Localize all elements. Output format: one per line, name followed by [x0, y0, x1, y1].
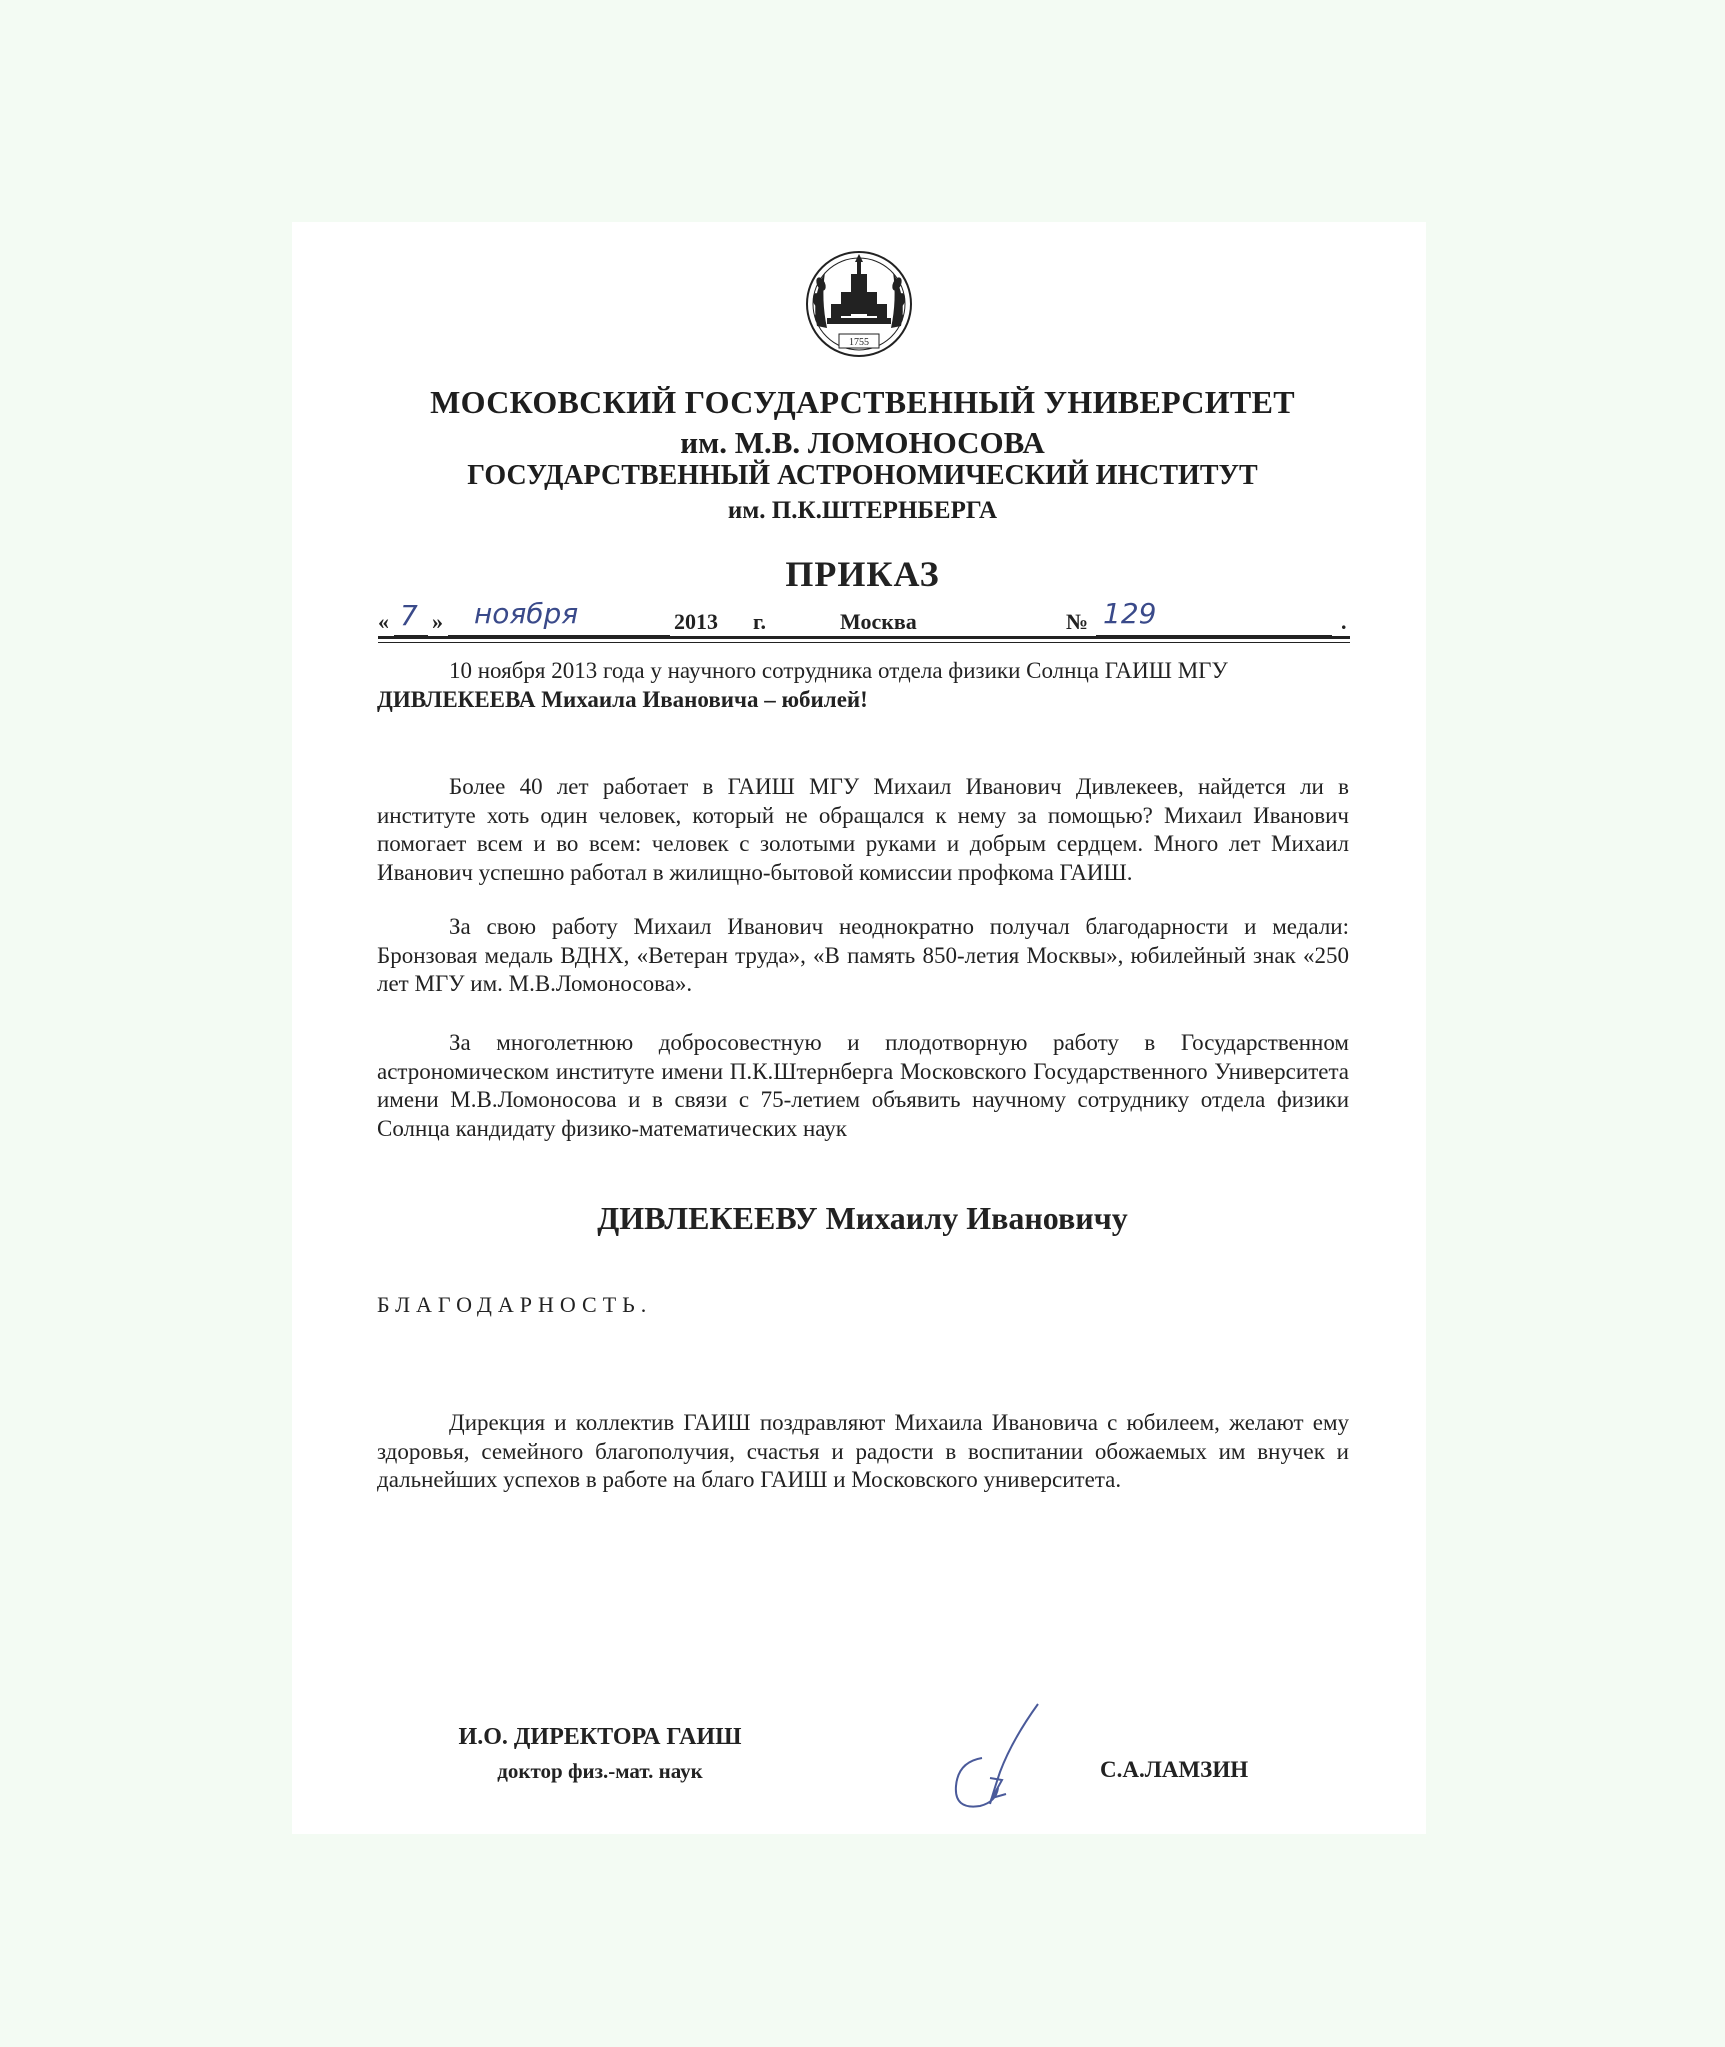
emblem-year: 1755: [849, 337, 869, 348]
institute-name: им. П.К.ШТЕРНБЕРГА: [727, 497, 998, 524]
university-name: им. М.В. ЛОМОНОСОВА: [680, 425, 1045, 460]
intro-name: ДИВЛЕКЕЕВА Михаила Ивановича: [377, 686, 759, 712]
university-title: МОСКОВСКИЙ ГОСУДАРСТВЕННЫЙ УНИВЕРСИТЕТ: [430, 384, 1295, 420]
date-open-quote: «: [378, 609, 389, 634]
institute-title: ГОСУДАРСТВЕННЫЙ АСТРОНОМИЧЕСКИЙ ИНСТИТУТ: [467, 460, 1258, 491]
handwritten-signature: [940, 1700, 1050, 1820]
recipient-name: ДИВЛЕКЕЕВУ Михаилу Ивановичу: [597, 1200, 1128, 1236]
header-rule-thick: [378, 636, 1350, 639]
paragraph-work: Более 40 лет работает в ГАИШ МГУ Михаил Иванович Дивлекеев, найдется ли в институте хоть один человек, который не обращался к нему за помощью? Михаил Иванович помогает всем и во всем: человек с золотыми руками и добрым сердцем. Много лет Михаил Иванович успешно работал в жилищно-бытовой комиссии профкома ГАИШ.: [377, 774, 1349, 885]
intro-jubilee: – юбилей!: [758, 686, 868, 712]
intro-paragraph: [377, 657, 1349, 714]
date-close-quote: »: [432, 609, 443, 634]
msu-emblem-icon: [803, 248, 915, 368]
order-year-suffix: г.: [753, 609, 767, 634]
paragraph-congratulations: Дирекция и коллектив ГАИШ поздравляют Михаила Ивановича с юбилеем, желают ему здоровья, семейного благополучия, счастья и радости в воспитании обожаемых им внучек и дальнейших успехов в работе на благо ГАИШ и Московского университета.: [377, 1410, 1349, 1492]
paragraph-announcement: За многолетнюю добросовестную и плодотворную работу в Государственном астрономическом институте имени П.К.Штернберга Московского Государственного Университета имени М.В.Ломоносова и в связи с 75-летием объявить научному сотруднику отдела физики Солнца кандидату физико-математических наук: [377, 1030, 1349, 1141]
header-rule-thin: [378, 642, 1350, 643]
order-title: ПРИКАЗ: [785, 554, 940, 594]
order-end-dot: .: [1341, 609, 1347, 634]
signatory-degree: доктор физ.-мат. наук: [497, 1759, 703, 1783]
order-month: ноября: [474, 597, 579, 630]
order-city: Москва: [840, 609, 917, 634]
thanks-word: БЛАГОДАРНОСТЬ.: [377, 1292, 653, 1317]
paragraph-awards: За свою работу Михаил Иванович неоднократно получал благодарности и медали: Бронзовая медаль ВДНХ, «Ветеран труда», «В память 850-летия Москвы», юбилейный знак «250 лет МГУ им. М.В.Ломоносова».: [377, 914, 1349, 996]
order-day: 7: [400, 599, 418, 632]
order-year: 2013: [674, 609, 718, 634]
order-number: 129: [1103, 597, 1157, 630]
signatory-position: И.О. ДИРЕКТОРА ГАИШ: [458, 1724, 742, 1750]
intro-line: 10 ноября 2013 года у научного сотрудника отдела физики Солнца ГАИШ МГУ: [449, 658, 1228, 683]
order-number-label: №: [1066, 609, 1089, 634]
signatory-name: С.А.ЛАМЗИН: [1100, 1757, 1249, 1782]
